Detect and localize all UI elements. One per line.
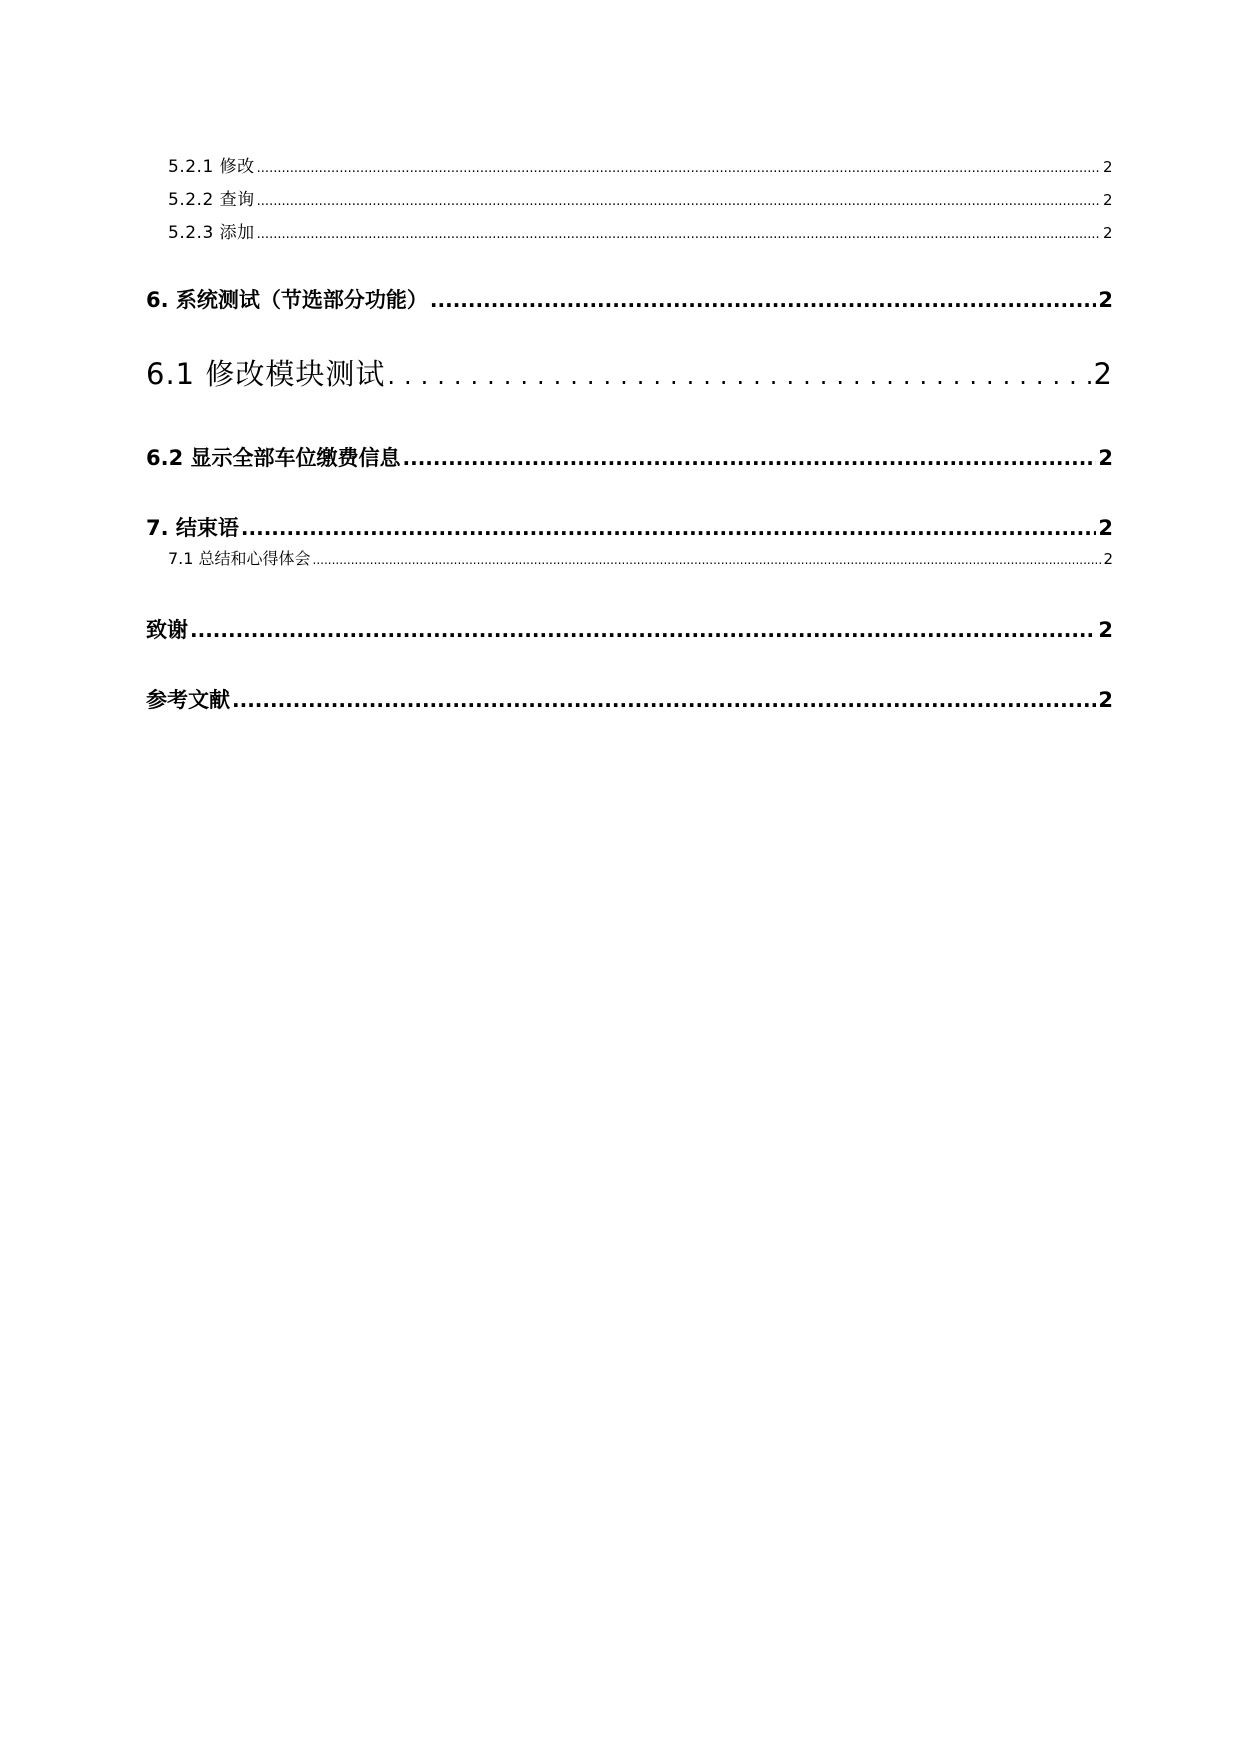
toc-entry-6-2[interactable] xyxy=(146,442,1113,472)
toc-dot-leader xyxy=(190,618,1096,642)
toc-entry-title: 参考文献 xyxy=(146,688,230,712)
toc-page-number: 2 xyxy=(1093,357,1113,391)
toc-dot-leader xyxy=(430,288,1096,312)
toc-page-number: 2 xyxy=(1102,224,1113,242)
toc-entry-7-1[interactable] xyxy=(168,546,1113,569)
toc-dot-leader xyxy=(403,446,1097,470)
toc-dot-leader xyxy=(241,516,1096,540)
toc-page-number: 2 xyxy=(1098,288,1113,312)
toc-entry-6-1[interactable] xyxy=(146,352,1113,393)
toc-page-number: 2 xyxy=(1098,618,1113,642)
toc-entry-title: 5.2.3 添加 xyxy=(168,223,255,243)
toc-dot-leader xyxy=(313,549,1102,568)
toc-dot-leader xyxy=(387,357,1091,391)
toc-entry-title: 致谢 xyxy=(146,618,188,642)
toc-dot-leader xyxy=(257,223,1101,243)
toc-entry-title: 7. 结束语 xyxy=(146,516,239,540)
toc-entry-acknowledgements[interactable] xyxy=(146,614,1113,644)
toc-page-number: 2 xyxy=(1098,688,1113,712)
toc-page-number: 2 xyxy=(1098,446,1113,470)
toc-page-number: 2 xyxy=(1102,158,1113,176)
toc-entry-5-2-3[interactable] xyxy=(168,218,1113,243)
toc-entry-title: 7.1 总结和心得体会 xyxy=(168,549,311,568)
toc-page-number: 2 xyxy=(1098,516,1113,540)
toc-entry-title: 6.2 显示全部车位缴费信息 xyxy=(146,446,401,470)
toc-page-number: 2 xyxy=(1102,191,1113,209)
toc-entry-7[interactable] xyxy=(146,512,1113,542)
toc-entry-title: 6. 系统测试（节选部分功能） xyxy=(146,288,428,312)
toc-page-number: 2 xyxy=(1103,550,1113,568)
toc-dot-leader xyxy=(257,190,1101,210)
toc-entry-title: 5.2.1 修改 xyxy=(168,157,255,177)
toc-dot-leader xyxy=(232,688,1096,712)
toc-entry-title: 5.2.2 查询 xyxy=(168,190,255,210)
toc-entry-6[interactable] xyxy=(146,284,1113,314)
toc-entry-title: 6.1 修改模块测试 xyxy=(146,357,386,391)
toc-entry-5-2-1[interactable] xyxy=(168,152,1113,177)
toc-entry-references[interactable] xyxy=(146,684,1113,714)
toc-entry-5-2-2[interactable] xyxy=(168,185,1113,210)
toc-dot-leader xyxy=(257,157,1101,177)
